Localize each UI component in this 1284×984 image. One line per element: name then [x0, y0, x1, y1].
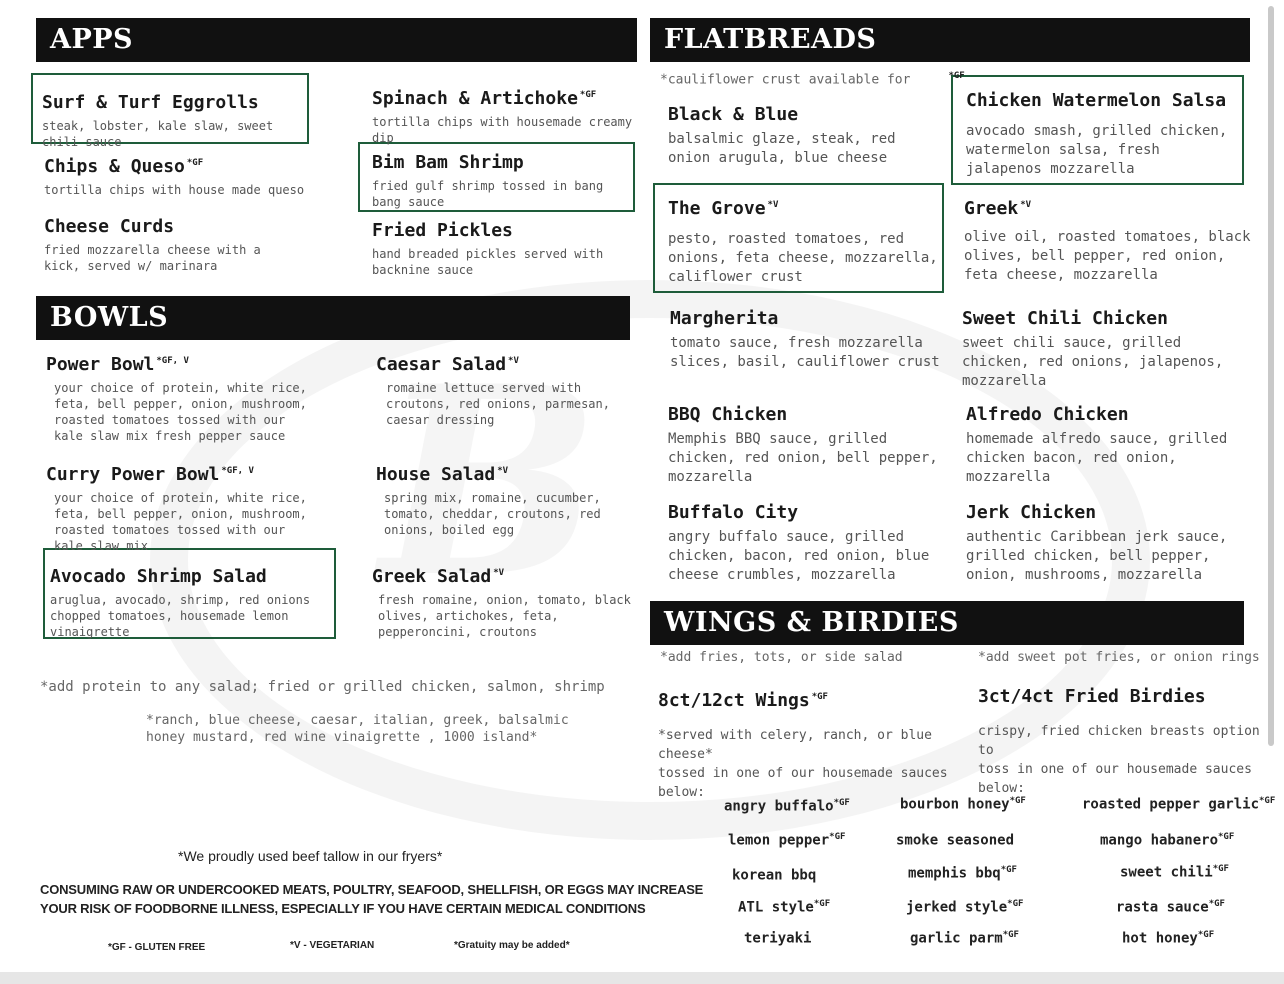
item-description: Memphis BBQ sauce, grilled chicken, red onion, bell pepper, mozzarella — [668, 431, 938, 485]
menu-item — [44, 152, 314, 198]
diet-tag: *V — [497, 466, 509, 476]
item-description: aruglua, avocado, shrimp, red onions chopped tomatoes, housemade lemon vinaigrette — [50, 593, 311, 639]
menu-item — [668, 194, 940, 287]
item-description: steak, lobster, kale slaw, sweet chili sauce — [42, 119, 274, 149]
menu-item — [668, 400, 940, 487]
diet-tag: *GF, V — [221, 466, 254, 476]
health-warning-2: YOUR RISK OF FOODBORNE ILLNESS, ESPECIALLY IF YOU HAVE CERTAIN MEDICAL CONDITIONS — [40, 901, 646, 916]
item-name: Caesar Salad — [376, 354, 507, 375]
menu-item — [372, 216, 634, 278]
item-description: balsalmic glaze, steak, red onion arugula, blue cheese — [668, 131, 896, 166]
menu-item — [376, 460, 632, 538]
menu-item — [376, 350, 626, 428]
item-name: Greek — [964, 198, 1019, 219]
item-name: Bim Bam Shrimp — [372, 152, 524, 173]
item-name: Cheese Curds — [44, 216, 175, 237]
diet-tag: *GF — [186, 158, 204, 168]
diet-tag: *GF — [579, 90, 597, 100]
item-description: authentic Caribbean jerk sauce, grilled chicken, bell pepper, onion, mushrooms, mozzarella — [966, 529, 1228, 583]
item-name: Chicken Watermelon Salsa — [966, 90, 1227, 111]
item-name: Spinach & Artichoke — [372, 88, 578, 109]
item-name: The Grove — [668, 198, 766, 219]
diet-tag: *GF — [813, 899, 831, 909]
sauce-name: ATL style — [738, 899, 814, 916]
sauce-name: roasted pepper garlic — [1082, 796, 1260, 813]
diet-tag: *V — [1020, 200, 1032, 210]
vertical-scrollbar[interactable] — [1268, 6, 1274, 746]
item-name: Sweet Chili Chicken — [962, 308, 1168, 329]
menu-item-birdies — [978, 686, 1274, 798]
item-name: Curry Power Bowl — [46, 464, 220, 485]
sauce-name: smoke seasoned — [896, 832, 1015, 849]
item-name: Buffalo City — [668, 502, 799, 523]
menu-item — [46, 460, 316, 554]
diet-tag: *GF — [1197, 930, 1215, 940]
sauce-name: hot honey — [1122, 930, 1198, 947]
item-name: 3ct/4ct Fried Birdies — [978, 686, 1206, 707]
section-header-flatbreads: FLATBREADS — [650, 18, 1250, 62]
diet-tag: *GF — [811, 692, 828, 702]
menu-item — [668, 100, 938, 168]
item-name: Avocado Shrimp Salad — [50, 566, 267, 587]
sauce-name: memphis bbq — [908, 865, 1001, 882]
diet-tag: *GF, V — [156, 356, 189, 366]
menu-item — [372, 84, 634, 146]
section-header-apps: APPS — [36, 18, 637, 62]
item-description: your choice of protein, white rice, feta, bell pepper, onion, mushroom, roasted tomatoes tossed with our kale slaw mix fresh pepper sauce — [54, 381, 307, 443]
diet-tag: *GF — [1007, 899, 1024, 909]
item-description: fried gulf shrimp tossed in bang bang sauce — [372, 179, 604, 209]
wings-description: *served with celery, ranch, or blue cheese* — [658, 728, 932, 762]
diet-tag: *GF — [1000, 865, 1017, 875]
item-description: avocado smash, grilled chicken, watermelon salsa, fresh jalapenos mozzarella — [966, 123, 1228, 177]
tallow-notice: *We proudly used beef tallow in our fryers* — [178, 848, 443, 864]
diet-tag: *GF — [1218, 832, 1235, 842]
item-name: Greek Salad — [372, 566, 492, 587]
sauce-name: angry buffalo — [724, 798, 834, 815]
birdies-addon-note: *add sweet pot fries, or onion rings — [978, 650, 1260, 665]
menu-item — [50, 562, 334, 640]
item-name: House Salad — [376, 464, 496, 485]
sauce-item — [1100, 832, 1234, 849]
sauce-name: sweet chili — [1120, 864, 1213, 881]
item-description: olive oil, roasted tomatoes, black olives, bell pepper, red onion, feta cheese, mozzarella — [964, 229, 1251, 283]
item-description: your choice of protein, white rice, feta, bell pepper, onion, mushroom, roasted tomatoes tossed with our kale slaw mix — [54, 491, 307, 553]
menu-item — [668, 498, 946, 585]
sauce-item — [910, 930, 1019, 947]
item-name: 8ct/12ct Wings — [658, 690, 810, 711]
item-name: Chips & Queso — [44, 156, 185, 177]
sauce-item — [744, 930, 811, 947]
diet-tag: *GF — [948, 71, 965, 81]
sauce-item — [900, 796, 1026, 813]
item-description: pesto, roasted tomatoes, red onions, feta cheese, mozzarella, califlower crust — [668, 231, 938, 285]
menu-item — [962, 304, 1234, 391]
item-name: Power Bowl — [46, 354, 155, 375]
item-name: Surf & Turf Eggrolls — [42, 92, 259, 113]
birdies-description-2: toss in one of our housemade sauces below: — [978, 762, 1252, 796]
sauce-item — [896, 832, 1014, 849]
diet-tag: *V — [767, 200, 779, 210]
sauce-name: bourbon honey — [900, 796, 1010, 813]
menu-item — [966, 86, 1238, 179]
sauce-item — [728, 832, 845, 849]
menu-item — [966, 400, 1256, 487]
vegetarian-legend: *V - VEGETARIAN — [290, 940, 375, 951]
cauliflower-note — [660, 68, 965, 88]
diet-tag: *GF — [1259, 796, 1276, 806]
item-description: spring mix, romaine, cucumber, tomato, cheddar, croutons, red onions, boiled egg — [384, 491, 601, 537]
menu-item — [372, 148, 628, 210]
wings-description-2: tossed in one of our housemade sauces below: — [658, 766, 948, 800]
diet-tag: *GF — [1212, 864, 1229, 874]
cauliflower-note-text: *cauliflower crust available for — [660, 72, 911, 88]
section-header-bowls: BOWLS — [36, 296, 630, 340]
item-name: Fried Pickles — [372, 220, 513, 241]
sauce-item — [1120, 864, 1229, 881]
item-description: homemade alfredo sauce, grilled chicken bacon, red onion, mozzarella — [966, 431, 1228, 485]
menu-item — [670, 304, 946, 372]
wings-addon-note: *add fries, tots, or side salad — [660, 650, 903, 665]
menu-item — [46, 350, 316, 444]
menu-item — [42, 88, 304, 150]
item-description: fried mozzarella cheese with a kick, served w/ marinara — [44, 243, 261, 273]
sauce-name: mango habanero — [1100, 832, 1219, 849]
bottom-edge — [0, 972, 1284, 984]
menu-item — [964, 194, 1254, 285]
item-description: fresh romaine, onion, tomato, black olives, artichokes, feta, pepperoncini, croutons — [378, 593, 631, 639]
menu-item — [44, 212, 304, 274]
sauce-name: korean bbq — [732, 867, 817, 884]
diet-tag: *GF — [1208, 899, 1225, 909]
item-name: Jerk Chicken — [966, 502, 1097, 523]
sauce-item — [1122, 930, 1214, 947]
sauce-item — [906, 899, 1023, 916]
sauce-item — [1116, 899, 1225, 916]
dressings-note: *ranch, blue cheese, caesar, italian, greek, balsalmic — [146, 713, 569, 728]
sauce-item — [738, 899, 830, 916]
item-description: tomato sauce, fresh mozzarella slices, basil, cauliflower crust — [670, 335, 940, 370]
item-description: hand breaded pickles served with backnine sauce — [372, 247, 604, 277]
gratuity-notice: *Gratuity may be added* — [454, 940, 570, 951]
section-header-wings: WINGS & BIRDIES — [650, 601, 1244, 645]
item-name: Alfredo Chicken — [966, 404, 1129, 425]
sauce-item — [1082, 796, 1275, 813]
diet-tag: *GF — [1009, 796, 1026, 806]
gluten-free-legend: *GF - GLUTEN FREE — [108, 942, 206, 953]
sauce-name: garlic parm — [910, 930, 1003, 947]
diet-tag: *V — [493, 568, 505, 578]
item-description: romaine lettuce served with croutons, red onions, parmesan, caesar dressing — [386, 381, 610, 427]
item-name: Black & Blue — [668, 104, 799, 125]
protein-note: *add protein to any salad; fried or grilled chicken, salmon, shrimp — [40, 679, 605, 695]
sauce-item — [724, 798, 850, 815]
item-description: angry buffalo sauce, grilled chicken, bacon, red onion, blue cheese crumbles, mozzarella — [668, 529, 930, 583]
diet-tag: *GF — [829, 832, 846, 842]
item-name: BBQ Chicken — [668, 404, 788, 425]
menu-item — [372, 562, 634, 640]
diet-tag: *GF — [1002, 930, 1019, 940]
item-description: tortilla chips with housemade creamy dip — [372, 115, 633, 145]
sauce-name: rasta sauce — [1116, 899, 1209, 916]
sauce-item — [732, 867, 816, 884]
diet-tag: *V — [508, 356, 519, 366]
health-warning: CONSUMING RAW OR UNDERCOOKED MEATS, POULTRY, SEAFOOD, SHELLFISH, OR EGGS MAY INCREASE — [40, 882, 704, 897]
birdies-description: crispy, fried chicken breasts option to — [978, 724, 1260, 758]
sauce-name: lemon pepper — [728, 832, 830, 849]
menu-item-wings — [658, 686, 958, 802]
sauce-name: jerked style — [906, 899, 1008, 916]
diet-tag: *GF — [833, 798, 850, 808]
menu-item — [966, 498, 1248, 585]
dressings-note-2: honey mustard, red wine vinaigrette , 1000 island* — [146, 730, 538, 745]
sauce-name: teriyaki — [744, 930, 812, 947]
item-name: Margherita — [670, 308, 779, 329]
sauce-item — [908, 865, 1017, 882]
item-description: sweet chili sauce, grilled chicken, red onions, jalapenos, mozzarella — [962, 335, 1224, 389]
item-description: tortilla chips with house made queso — [44, 183, 305, 197]
